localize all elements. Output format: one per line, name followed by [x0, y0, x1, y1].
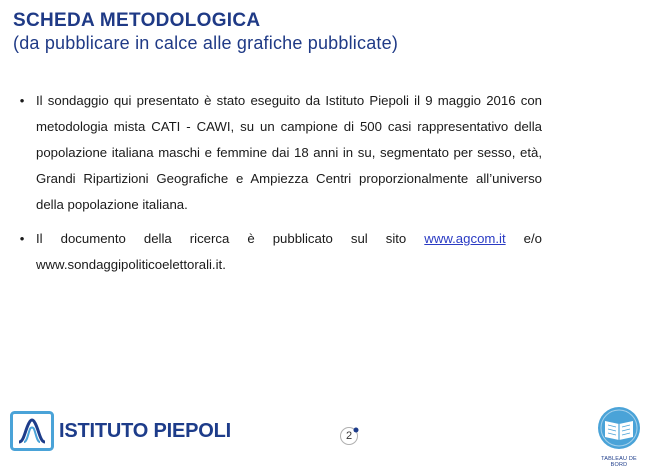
- page-number-text: 2: [345, 430, 353, 442]
- footer-logo: [10, 411, 231, 451]
- agcom-link[interactable]: www.agcom.it: [424, 231, 506, 246]
- logo-text: ISTITUTO PIEPOLI: [59, 419, 232, 442]
- publication-text-before: Il documento della ricerca è pubblicato sul sito: [36, 231, 425, 246]
- piepoli-logo-icon: [10, 411, 54, 451]
- badge-label: TABLEAU DE BORD: [601, 456, 637, 468]
- page-title: SCHEDA METODOLOGICA: [13, 10, 261, 31]
- list-item: [16, 226, 542, 278]
- page-number: [339, 426, 359, 446]
- page-subtitle: (da pubblicare in calce alle grafiche pubblicate): [13, 33, 399, 53]
- bullet-icon: •: [19, 93, 25, 108]
- publication-text-after: e/o www.sondaggipoliticoelettorali.it.: [36, 231, 543, 272]
- header: [13, 10, 398, 54]
- content: [16, 88, 542, 286]
- methodology-text: Il sondaggio qui presentato è stato eseguito da Istituto Piepoli il 9 maggio 2016 con metodologia mista CATI - CAWI, su un campione di 500 casi rappresentativo della popolazione italiana maschi e femmine dai 18 anni in su, segmentato per sesso, età, Grandi Ripartizioni Geografiche e Ampiezza Centri proporzionalmente all’universo della popolazione italiana.: [36, 93, 542, 212]
- list-item: [16, 88, 542, 218]
- publication-text: [36, 226, 542, 278]
- book-icon: [592, 406, 646, 450]
- bullet-icon: •: [19, 231, 25, 246]
- tableau-badge: [592, 406, 646, 468]
